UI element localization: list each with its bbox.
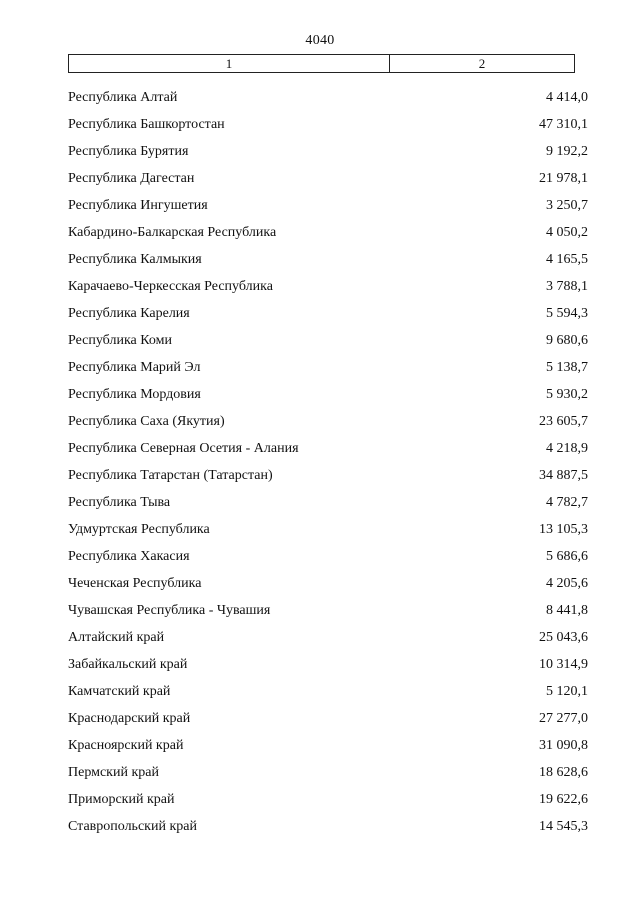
table-row: [68, 219, 588, 246]
header-column-2: 2: [478, 56, 486, 71]
table-row: [68, 381, 588, 408]
region-name: Кабардино-Балкарская Республика: [68, 224, 277, 240]
region-name: Республика Калмыкия: [68, 251, 202, 267]
table-row: [68, 246, 588, 273]
region-value: 3 788,1: [546, 278, 588, 294]
region-name: Удмуртская Республика: [68, 521, 210, 537]
table-row: [68, 408, 588, 435]
region-value: 4 414,0: [546, 89, 588, 105]
table-row: [68, 273, 588, 300]
table-row: [68, 435, 588, 462]
region-value: 23 605,7: [539, 413, 588, 429]
table-row: [68, 489, 588, 516]
table-row: [68, 705, 588, 732]
region-name: Карачаево-Черкесская Республика: [68, 278, 273, 294]
region-name: Краснодарский край: [68, 710, 191, 726]
table-row: [68, 462, 588, 489]
region-name: Республика Алтай: [68, 89, 178, 105]
region-value: 5 120,1: [546, 683, 588, 699]
table-row: [68, 354, 588, 381]
table-row: [68, 759, 588, 786]
header-column-1: 1: [69, 55, 390, 72]
region-value: 4 050,2: [546, 224, 588, 240]
region-value: 13 105,3: [539, 521, 588, 537]
region-name: Камчатский край: [68, 683, 171, 699]
region-value: 3 250,7: [546, 197, 588, 213]
table-row: [68, 651, 588, 678]
region-name: Республика Мордовия: [68, 386, 201, 402]
region-name: Республика Карелия: [68, 305, 190, 321]
region-value: 9 192,2: [546, 143, 588, 159]
region-name: Республика Хакасия: [68, 548, 190, 564]
table-row: [68, 111, 588, 138]
region-value: 27 277,0: [539, 710, 588, 726]
table-row: [68, 570, 588, 597]
table-row: [68, 732, 588, 759]
region-name: Ставропольский край: [68, 818, 197, 834]
region-name: Республика Марий Эл: [68, 359, 201, 375]
region-name: Приморский край: [68, 791, 175, 807]
table-row: [68, 192, 588, 219]
region-value: 47 310,1: [539, 116, 588, 132]
region-name: Республика Северная Осетия - Алания: [68, 440, 299, 456]
page-number: 4040: [305, 33, 335, 48]
table-row: [68, 165, 588, 192]
table-row: [68, 300, 588, 327]
region-value: 5 686,6: [546, 548, 588, 564]
region-name: Республика Татарстан (Татарстан): [68, 467, 273, 483]
region-name: Алтайский край: [68, 629, 165, 645]
table-row: [68, 786, 588, 813]
region-value: 9 680,6: [546, 332, 588, 348]
region-value: 4 205,6: [546, 575, 588, 591]
region-name: Чувашская Республика - Чувашия: [68, 602, 271, 618]
region-value: 34 887,5: [539, 467, 588, 483]
region-value: 5 594,3: [546, 305, 588, 321]
region-value: 21 978,1: [539, 170, 588, 186]
region-name: Пермский край: [68, 764, 159, 780]
region-name: Республика Саха (Якутия): [68, 413, 225, 429]
table-row: [68, 327, 588, 354]
table-header: [68, 54, 575, 73]
region-value: 14 545,3: [539, 818, 588, 834]
region-value: 4 165,5: [546, 251, 588, 267]
region-value: 4 218,9: [546, 440, 588, 456]
table-row: [68, 624, 588, 651]
region-name: Республика Башкортостан: [68, 116, 225, 132]
region-name: Республика Бурятия: [68, 143, 189, 159]
region-name: Республика Коми: [68, 332, 172, 348]
region-value: 31 090,8: [539, 737, 588, 753]
region-name: Республика Дагестан: [68, 170, 195, 186]
table-row: [68, 138, 588, 165]
region-name: Забайкальский край: [68, 656, 188, 672]
region-name: Красноярский край: [68, 737, 184, 753]
region-value: 18 628,6: [539, 764, 588, 780]
region-value: 10 314,9: [539, 656, 588, 672]
region-value: 4 782,7: [546, 494, 588, 510]
table-row: [68, 678, 588, 705]
region-value: 19 622,6: [539, 791, 588, 807]
table-row: [68, 516, 588, 543]
region-value: 5 138,7: [546, 359, 588, 375]
region-value: 25 043,6: [539, 629, 588, 645]
table-row: [68, 813, 588, 840]
region-name: Чеченская Республика: [68, 575, 202, 591]
table-row: [68, 84, 588, 111]
region-name: Республика Тыва: [68, 494, 171, 510]
table-row: [68, 543, 588, 570]
region-name: Республика Ингушетия: [68, 197, 208, 213]
table-row: [68, 597, 588, 624]
region-value: 5 930,2: [546, 386, 588, 402]
region-value: 8 441,8: [546, 602, 588, 618]
region-table-body: [68, 84, 588, 840]
